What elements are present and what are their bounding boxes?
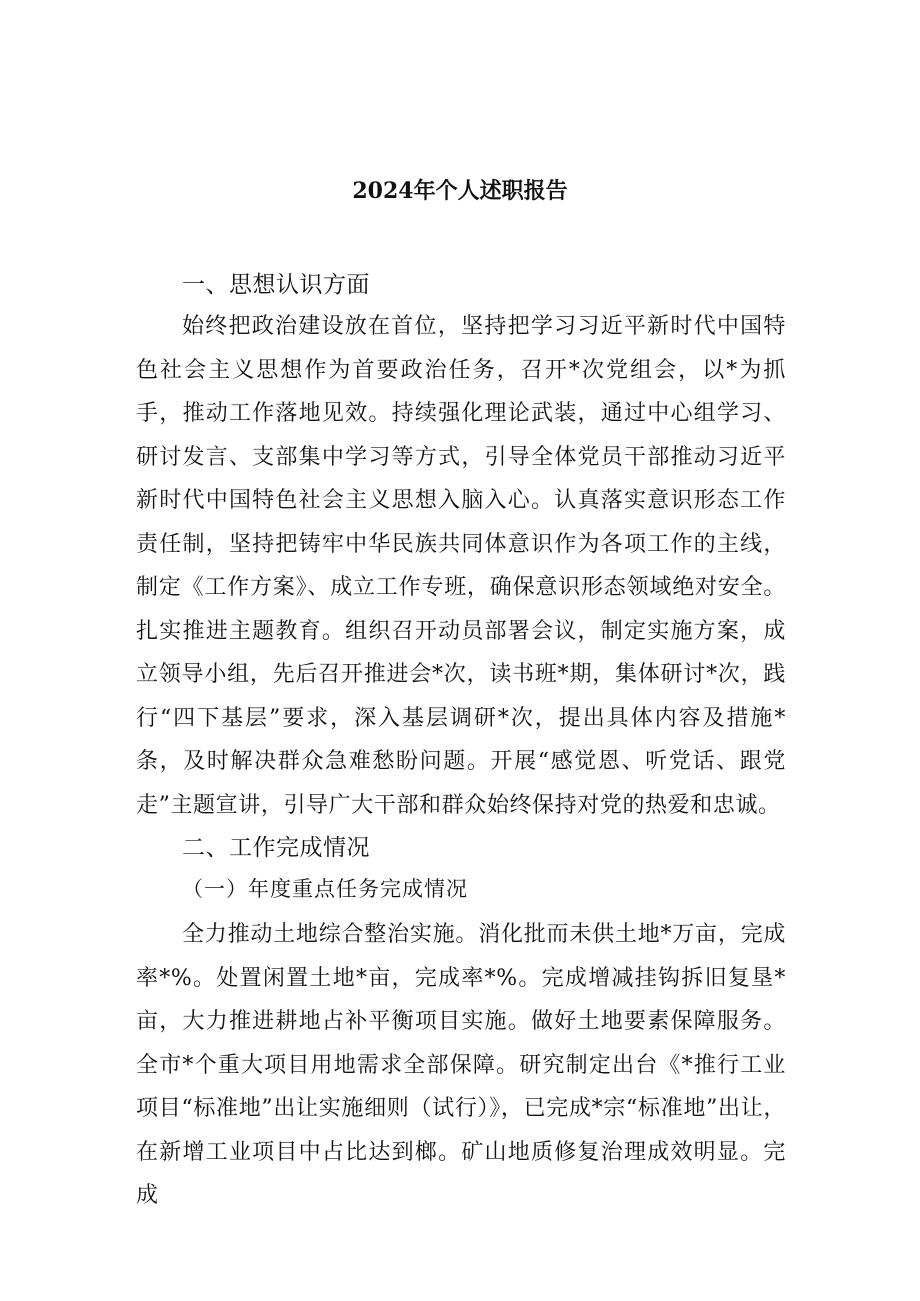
section-heading-ideology: 一、思想认识方面 — [182, 272, 370, 298]
section-heading-work-completion: 二、工作完成情况 — [182, 835, 370, 861]
subsection-heading-key-tasks: （一）年度重点任务完成情况 — [182, 877, 468, 901]
section-paragraph-ideology: 始终把政治建设放在首位，坚持把学习习近平新时代中国特色社会主义思想作为首要政治任务，召开*次党组会，以*为抓手，推动工作落地见效。持续强化理论武装，通过中心组学习、研讨发言、支部集中学习等方式，引导全体党员干部推动习近平新时代中国特色社会主义思想入脑入心。认真落实意识形态工作责任制，坚持把铸牢中华民族共同体意识作为各项工作的主线，制定《工作方案》、成立工作专班，确保意识形态领域绝对安全。扎实推进主题教育。组织召开动员部署会议，制定实施方案，成立领导小组，先后召开推进会*次，读书班*期，集体研讨*次，践行“四下基层”要求，深入基层调研*次，提出具体内容及措施*条，及时解决群众急难愁盼问题。开展“感觉恩、听党话、跟党走”主题宣讲，引导广大干部和群众始终保持对党的热爱和忠诚。 — [136, 314, 786, 818]
document-title: 2024年个人述职报告 — [352, 178, 568, 204]
section-paragraph-key-tasks: 全力推动土地综合整治实施。消化批而未供土地*万亩，完成率*%。处置闲置土地*亩，完成率*%。完成增减挂钩拆旧复垦*亩，大力推进耕地占补平衡项目实施。做好土地要素保障服务。全市*个重大项目用地需求全部保障。研究制定出台《*推行工业项目“标准地”出让实施细则（试行）》，已完成*宗“标准地”出让，在新增工业项目中占比达到榔。矿山地质修复治理成效明显。完成 — [136, 922, 786, 1208]
